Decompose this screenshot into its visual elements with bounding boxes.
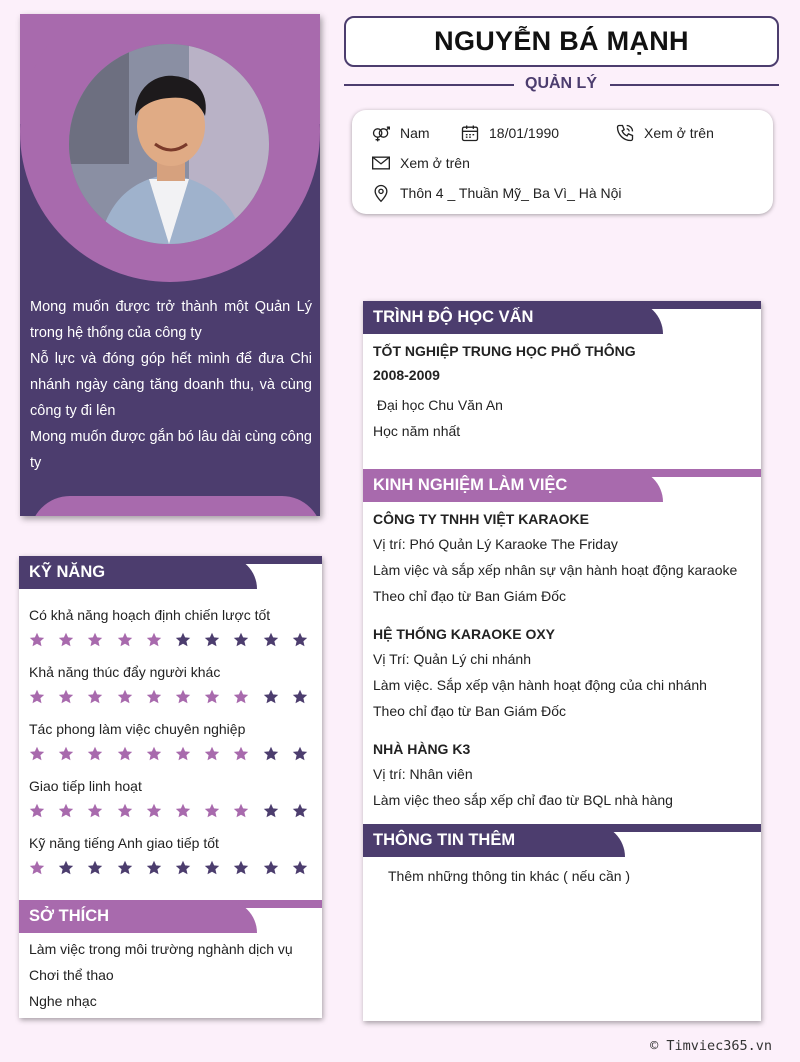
job-line: Vị trí: Nhân viên xyxy=(373,766,473,782)
job-company: NHÀ HÀNG K3 xyxy=(373,741,471,757)
skill-rating xyxy=(29,746,321,762)
email-value: Xem ở trên xyxy=(400,155,470,171)
star-icon xyxy=(117,803,133,819)
job-line: Theo chỉ đạo từ Ban Giám Đốc xyxy=(373,588,567,604)
main-panel xyxy=(363,301,761,1021)
star-icon xyxy=(146,803,162,819)
profile-bottom-arc xyxy=(30,496,320,516)
star-icon xyxy=(292,803,308,819)
contact-gender xyxy=(370,122,430,144)
calendar-icon xyxy=(459,122,481,144)
star-icon xyxy=(29,689,45,705)
star-icon xyxy=(204,860,220,876)
star-icon xyxy=(58,632,74,648)
star-icon xyxy=(87,860,103,876)
star-icon xyxy=(263,746,279,762)
job-line: Vị trí: Phó Quản Lý Karaoke The Friday xyxy=(373,536,618,552)
position-title: QUẢN LÝ xyxy=(525,75,597,92)
star-icon xyxy=(175,746,191,762)
divider-line xyxy=(610,84,779,86)
address-value: Thôn 4 _ Thuần Mỹ_ Ba Vì_ Hà Nội xyxy=(400,185,622,201)
star-icon xyxy=(117,746,133,762)
hobby-item: Làm việc trong môi trường nghành dịch vụ xyxy=(29,941,293,957)
star-icon xyxy=(263,860,279,876)
star-icon xyxy=(87,803,103,819)
skills-title: KỸ NĂNG xyxy=(29,563,106,581)
candidate-name: NGUYỄN BÁ MẠNH xyxy=(434,26,689,56)
phone-value: Xem ở trên xyxy=(644,125,714,141)
objective-line: Nỗ lực và đóng góp hết mình để đưa Chi nhánh ngày càng tăng doanh thu, và cùng công ty đi lên xyxy=(30,351,312,419)
objective-line: Mong muốn được gắn bó lâu dài cùng công ty xyxy=(30,429,312,471)
footer-credit: © Timviec365.vn xyxy=(650,1038,772,1054)
star-icon xyxy=(175,803,191,819)
skill-name: Có khả năng hoạch định chiến lược tốt xyxy=(29,607,271,623)
star-icon xyxy=(58,860,74,876)
star-icon xyxy=(175,689,191,705)
star-icon xyxy=(87,746,103,762)
gender-value: Nam xyxy=(400,125,430,141)
envelope-icon xyxy=(370,152,392,174)
phone-icon xyxy=(614,122,636,144)
star-icon xyxy=(204,746,220,762)
star-icon xyxy=(58,803,74,819)
skill-rating xyxy=(29,689,321,705)
star-icon xyxy=(233,746,249,762)
hobbies-header xyxy=(19,900,322,933)
star-icon xyxy=(29,803,45,819)
star-icon xyxy=(263,803,279,819)
star-icon xyxy=(58,746,74,762)
experience-title: KINH NGHIỆM LÀM VIỆC xyxy=(373,476,568,494)
dob-value: 18/01/1990 xyxy=(489,125,560,141)
star-icon xyxy=(29,860,45,876)
job-line: Vị Trí: Quản Lý chi nhánh xyxy=(373,651,531,667)
education-note: Học năm nhất xyxy=(373,423,461,439)
job-line: Làm việc và sắp xếp nhân sự vận hành hoạt động karaoke xyxy=(373,562,738,578)
star-icon xyxy=(233,632,249,648)
star-icon xyxy=(175,632,191,648)
contact-email xyxy=(370,152,470,174)
star-icon xyxy=(233,689,249,705)
star-icon xyxy=(292,632,308,648)
skill-name: Tác phong làm việc chuyên nghiệp xyxy=(29,721,246,737)
hobby-item: Chơi thể thao xyxy=(29,967,114,983)
education-degree: TỐT NGHIỆP TRUNG HỌC PHỔ THÔNG xyxy=(373,343,636,359)
star-icon xyxy=(117,632,133,648)
star-icon xyxy=(204,803,220,819)
star-icon xyxy=(175,860,191,876)
education-school: Đại học Chu Văn An xyxy=(373,397,503,413)
contact-address xyxy=(370,182,622,204)
skill-name: Kỹ năng tiếng Anh giao tiếp tốt xyxy=(29,835,219,851)
extra-text: Thêm những thông tin khác ( nếu cần ) xyxy=(388,868,631,884)
skill-rating xyxy=(29,632,321,648)
star-icon xyxy=(233,860,249,876)
job-line: Làm việc. Sắp xếp vận hành hoạt động của chi nhánh xyxy=(373,677,707,693)
skills-panel xyxy=(19,556,322,1018)
star-icon xyxy=(292,689,308,705)
education-title: TRÌNH ĐỘ HỌC VẤN xyxy=(373,308,534,326)
star-icon xyxy=(146,689,162,705)
extra-title: THÔNG TIN THÊM xyxy=(373,831,516,849)
location-pin-icon xyxy=(370,182,392,204)
experience-header xyxy=(363,469,761,502)
star-icon xyxy=(58,689,74,705)
divider-line xyxy=(344,84,514,86)
star-icon xyxy=(146,746,162,762)
star-icon xyxy=(204,689,220,705)
objective-line: Mong muốn được trở thành một Quản Lý trong hệ thống của công ty xyxy=(30,299,312,341)
star-icon xyxy=(29,746,45,762)
hobby-item: Nghe nhạc xyxy=(29,993,97,1009)
star-icon xyxy=(29,632,45,648)
job-company: HỆ THỐNG KARAOKE OXY xyxy=(373,626,556,642)
contact-dob xyxy=(459,122,559,144)
gender-icon xyxy=(370,122,392,144)
job-line: Làm việc theo sắp xếp chỉ đao từ BQL nhà hàng xyxy=(373,792,673,808)
star-icon xyxy=(87,689,103,705)
job-line: Theo chỉ đạo từ Ban Giám Đốc xyxy=(373,703,567,719)
name-box xyxy=(344,16,779,67)
star-icon xyxy=(146,632,162,648)
career-objective xyxy=(30,294,312,476)
star-icon xyxy=(263,632,279,648)
skills-header xyxy=(19,556,322,589)
skill-name: Giao tiếp linh hoạt xyxy=(29,778,142,794)
star-icon xyxy=(87,632,103,648)
contact-box xyxy=(352,110,773,214)
star-icon xyxy=(233,803,249,819)
education-header xyxy=(363,301,761,334)
profile-card xyxy=(20,14,320,516)
skill-name: Khả năng thúc đẩy người khác xyxy=(29,664,221,680)
contact-phone xyxy=(614,122,714,144)
education-years: 2008-2009 xyxy=(373,367,440,383)
star-icon xyxy=(204,632,220,648)
avatar xyxy=(69,44,269,244)
hobbies-title: SỞ THÍCH xyxy=(29,907,110,925)
star-icon xyxy=(117,860,133,876)
skill-rating xyxy=(29,803,321,819)
star-icon xyxy=(117,689,133,705)
skill-rating xyxy=(29,860,321,876)
extra-header xyxy=(363,824,761,857)
job-company: CÔNG TY TNHH VIỆT KARAOKE xyxy=(373,511,589,527)
star-icon xyxy=(146,860,162,876)
star-icon xyxy=(292,860,308,876)
star-icon xyxy=(292,746,308,762)
star-icon xyxy=(263,689,279,705)
